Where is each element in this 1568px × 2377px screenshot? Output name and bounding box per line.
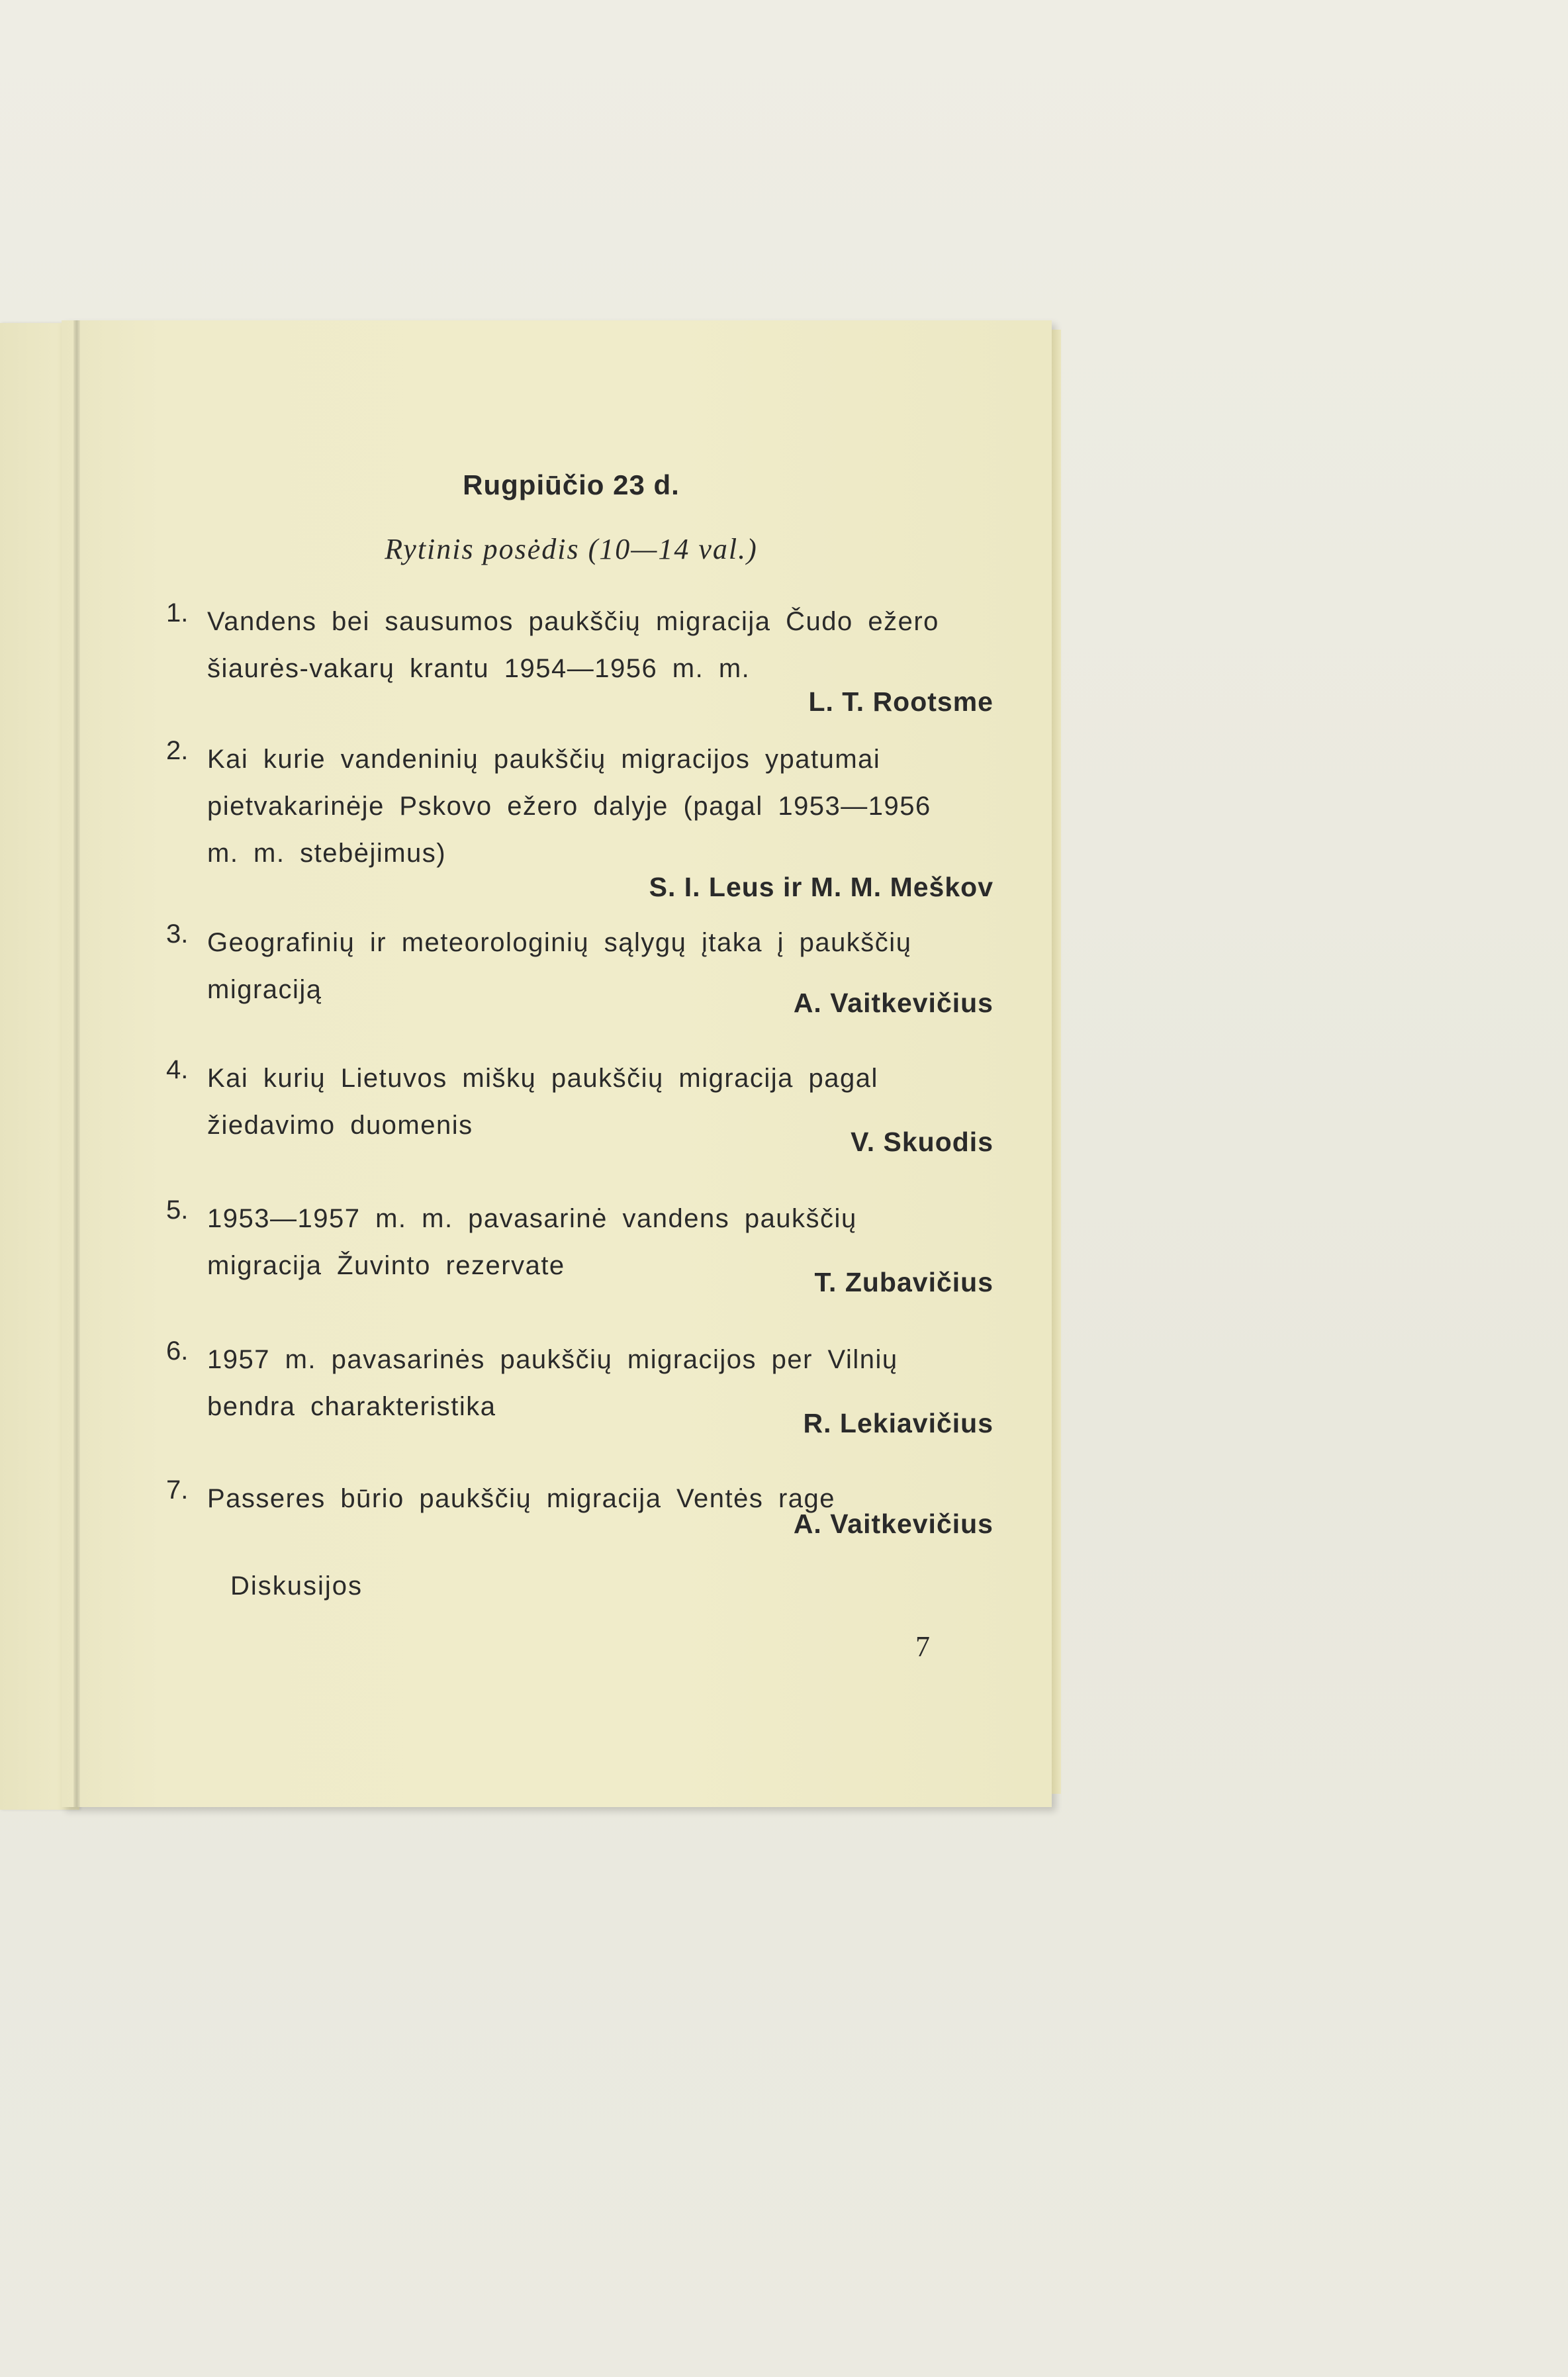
item-author: A. Vaitkevičius — [793, 1509, 993, 1539]
agenda-item-2 — [166, 736, 993, 908]
item-title: Geografinių ir meteorologinių sąlygų įtaka į paukščių migraciją — [207, 928, 912, 1004]
page-heading: Rugpiūčio 23 d. — [463, 469, 680, 500]
item-author: S. I. Leus ir M. M. Meškov — [649, 872, 993, 902]
item-title: 1957 m. pavasarinės paukščių migracijos per Vilnių bendra charakteristika — [207, 1345, 898, 1421]
item-author: L. T. Rootsme — [808, 686, 993, 717]
discussion-label: Diskusijos — [230, 1571, 363, 1601]
agenda-item-5 — [166, 1195, 993, 1315]
item-number: 3. — [166, 919, 189, 949]
item-title: Kai kurių Lietuvos miškų paukščių migracija pagal žiedavimo duomenis — [207, 1064, 878, 1140]
agenda-item-3 — [166, 919, 993, 1039]
item-author: V. Skuodis — [851, 1127, 993, 1157]
item-number: 1. — [166, 598, 189, 628]
item-number: 2. — [166, 736, 189, 765]
session-subheading: Rytinis posėdis (10—14 val.) — [385, 533, 758, 565]
booklet-page — [62, 320, 1052, 1807]
item-number: 4. — [166, 1055, 189, 1084]
agenda-item-4 — [166, 1055, 993, 1174]
item-title: Vandens bei sausumos paukščių migracija Čudo ežero šiaurės-vakarų krantu 1954—1956 m. m. — [207, 607, 939, 683]
agenda-item-6 — [166, 1336, 993, 1456]
item-number: 7. — [166, 1475, 189, 1505]
item-number: 6. — [166, 1336, 189, 1366]
item-author: T. Zubavičius — [814, 1267, 993, 1297]
item-title: Kai kurie vandeninių paukščių migracijos ypatumai pietvakarinėje Pskovo ežero dalyje (pagal 1953—1956 m. m. stebėjimus) — [207, 745, 931, 868]
item-title: 1953—1957 m. m. pavasarinė vandens paukščių migracija Žuvinto rezervate — [207, 1204, 857, 1280]
agenda-item-1 — [166, 598, 993, 718]
agenda-item-7 — [166, 1475, 993, 1555]
item-title: Passeres būrio paukščių migracija Ventės rage — [207, 1484, 836, 1513]
page-number: 7 — [915, 1630, 930, 1663]
item-author: R. Lekiavičius — [803, 1408, 993, 1438]
page-stack-edge — [1052, 330, 1061, 1794]
item-author: A. Vaitkevičius — [793, 988, 993, 1018]
item-number: 5. — [166, 1195, 189, 1225]
